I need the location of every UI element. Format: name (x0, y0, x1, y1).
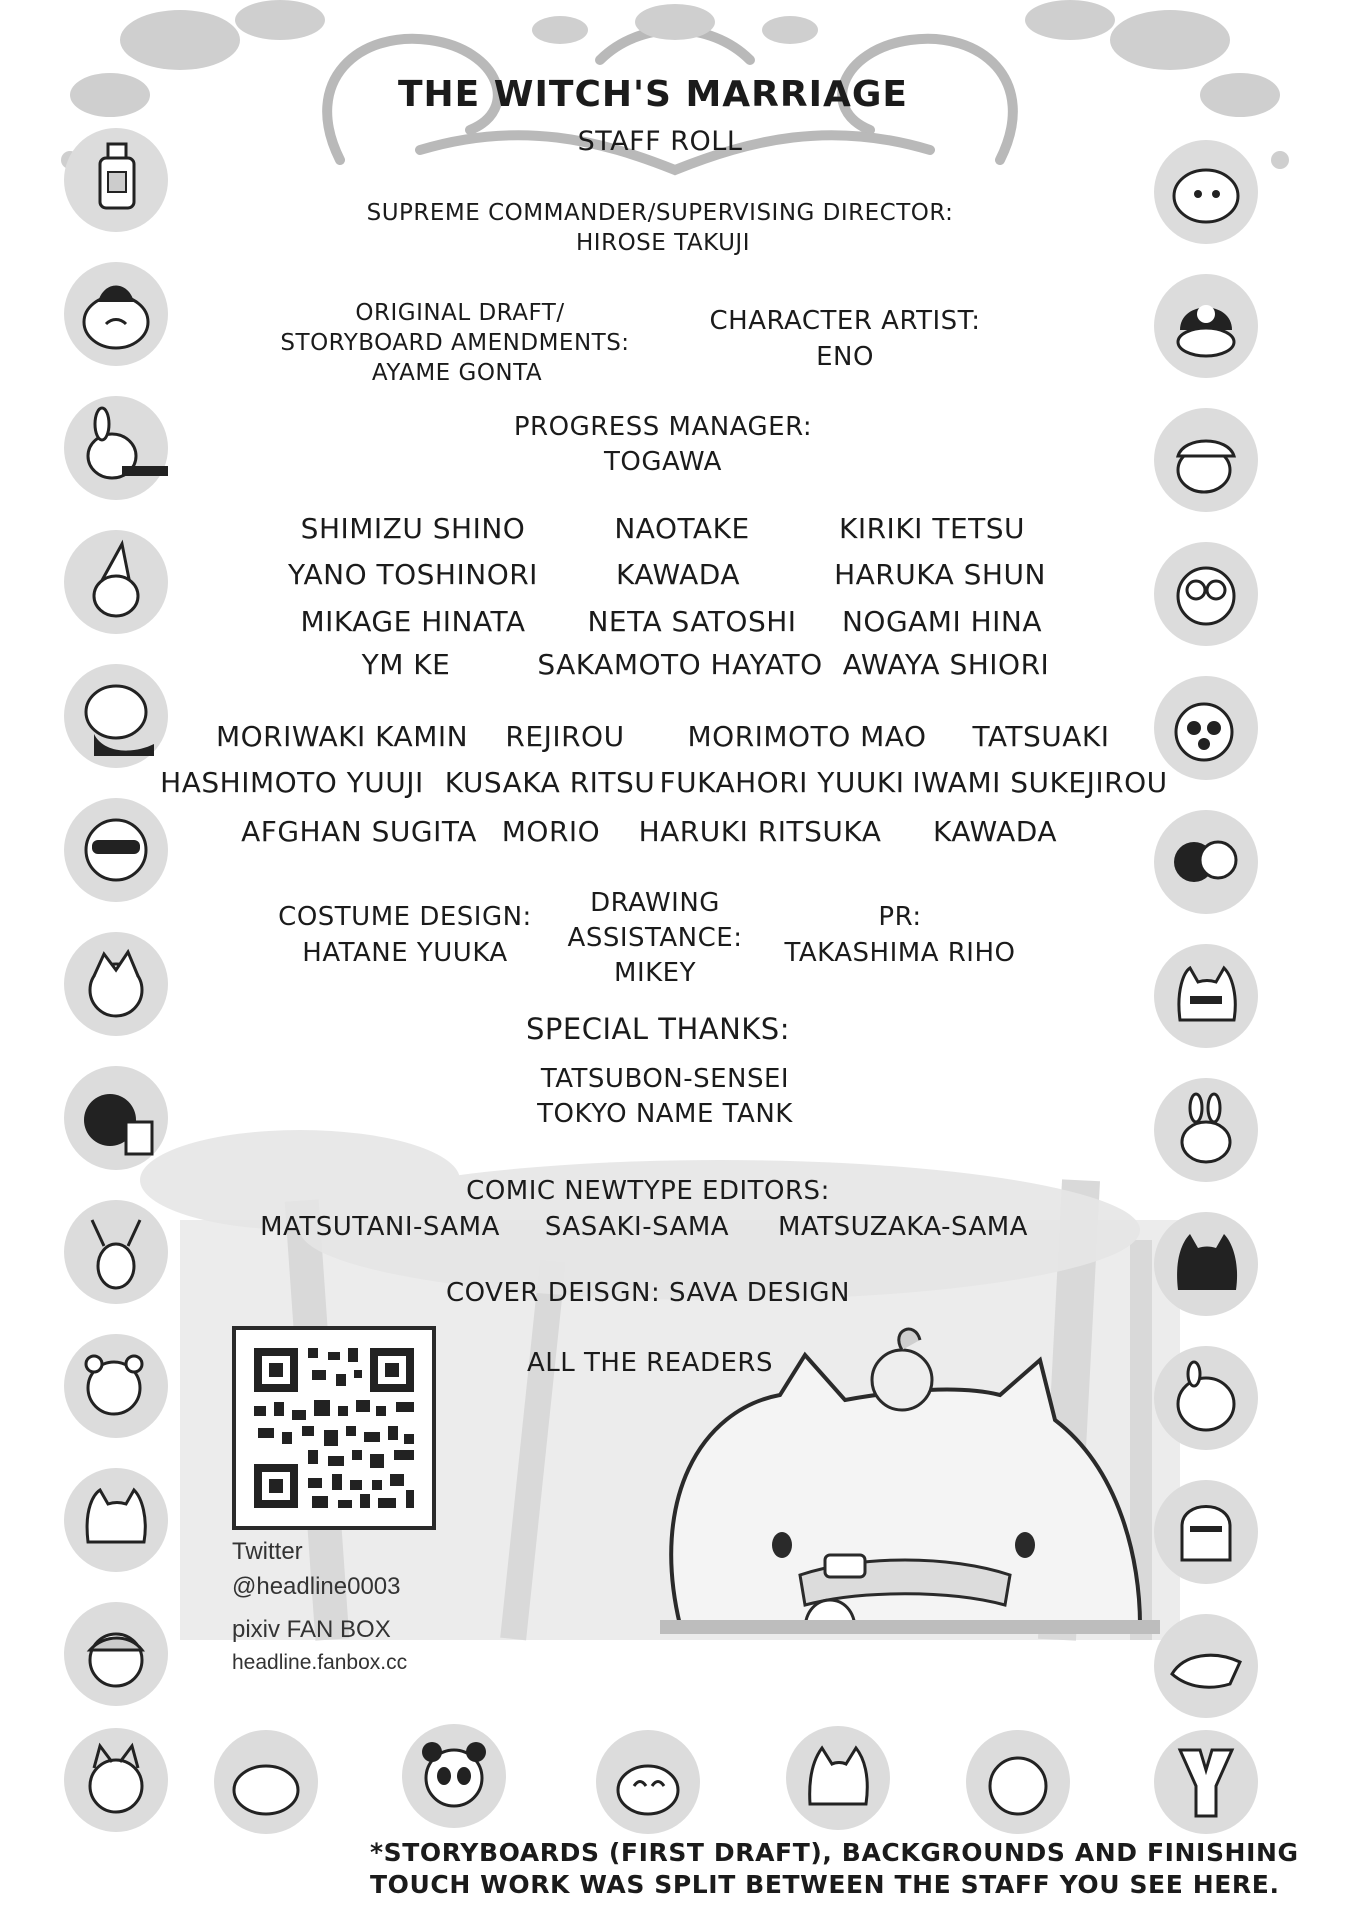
character-icon-mochi (214, 1730, 318, 1834)
staff-name: REJIROU (505, 720, 625, 753)
staff-name: AWAYA SHIORI (842, 648, 1050, 681)
character-icon-knight-helmet (1154, 1480, 1258, 1584)
staff-name: SHIMIZU SHINO (300, 512, 526, 545)
staff-name: KUSAKA RITSU (444, 766, 656, 799)
character-icon-snail (1154, 810, 1258, 914)
staff-name: KAWADA (932, 815, 1058, 848)
special-thanks-name: TATSUBON-SENSEI (540, 1064, 790, 1094)
character-icon-ghost (1154, 140, 1258, 244)
character-icon-rabbit (64, 396, 168, 500)
character-icon-smiling-cat (596, 1730, 700, 1834)
character-icon-goggles (1154, 542, 1258, 646)
supervisor-role: SUPREME COMMANDER/SUPERVISING DIRECTOR: (366, 200, 954, 226)
fanbox-label: pixiv FAN BOX (232, 1616, 391, 1643)
staff-name: TATSUAKI (972, 720, 1110, 753)
character-icon-fox (786, 1726, 890, 1830)
qr-code[interactable] (232, 1326, 436, 1530)
staff-name: MIKAGE HINATA (300, 605, 526, 638)
cover-design-credit: COVER DEISGN: SAVA DESIGN (446, 1278, 850, 1308)
character-icon-sprout (64, 1200, 168, 1304)
twitter-label: Twitter (232, 1538, 303, 1565)
character-icon-chick (1154, 1346, 1258, 1450)
character-icon-round-face (966, 1730, 1070, 1834)
character-icon-witch (64, 530, 168, 634)
character-icon-cat (64, 1468, 168, 1572)
staff-name: YM KE (361, 648, 451, 681)
staff-name: IWAMI SUKEJIROU (912, 766, 1168, 799)
costume-name: HATANE YUUKA (302, 938, 508, 968)
staff-name: NAOTAKE (614, 512, 750, 545)
special-thanks-name: TOKYO NAME TANK (537, 1099, 793, 1129)
footnote-line-2: TOUCH WORK WAS SPLIT BETWEEN THE STAFF YOU SEE HERE. (370, 1870, 1280, 1899)
editor-name: MATSUZAKA-SAMA (778, 1212, 1028, 1242)
comic-title: THE WITCH'S MARRIAGE (397, 74, 909, 115)
character-icon-dragon (1154, 1614, 1258, 1718)
twitter-handle[interactable]: @headline0003 (232, 1573, 401, 1600)
character-icon-old-man (64, 664, 168, 768)
staff-name: MORIO (501, 815, 601, 848)
staff-name: YANO TOSHINORI (288, 558, 538, 591)
character-icon-panda (402, 1724, 506, 1828)
staff-name: KIRIKI TETSU (838, 512, 1026, 545)
special-thanks-heading: SPECIAL THANKS: (526, 1012, 790, 1046)
staff-name: HASHIMOTO YUUJI (160, 766, 424, 799)
character-icon-spiky-hair (64, 932, 168, 1036)
staff-name: HARUKA SHUN (834, 558, 1046, 591)
character-icon-apple-card (64, 1066, 168, 1170)
staff-name: SAKAMOTO HAYATO (537, 648, 823, 681)
character-icon-cat-glasses (1154, 944, 1258, 1048)
staff-name: HARUKI RITSUKA (638, 815, 882, 848)
costume-role: COSTUME DESIGN: (278, 902, 532, 932)
staff-roll-heading: STAFF ROLL (577, 126, 743, 157)
drawing-assistance-name: MIKEY (614, 958, 696, 988)
character-icon-bear (64, 1334, 168, 1438)
readers-credit: ALL THE READERS (527, 1348, 773, 1378)
editor-name: SASAKI-SAMA (544, 1212, 730, 1242)
character-icon-bottle (64, 128, 168, 232)
qr-code-graphic (236, 1330, 432, 1526)
staff-name: FUKAHORI YUUKI (659, 766, 905, 799)
staff-name: KAWADA (615, 558, 741, 591)
editor-name: MATSUTANI-SAMA (260, 1212, 500, 1242)
character-icon-bunny-visor (1154, 1078, 1258, 1182)
pr-name: TAKASHIMA RIHO (784, 938, 1016, 968)
staff-name: NOGAMI HINA (841, 605, 1043, 638)
character-icon-sunglasses (64, 798, 168, 902)
staff-name: MORIMOTO MAO (687, 720, 927, 753)
character-icon-cap (1154, 274, 1258, 378)
pr-role: PR: (878, 902, 922, 932)
progress-manager-name: TOGAWA (604, 447, 722, 477)
staff-name: NETA SATOSHI (587, 605, 797, 638)
original-draft-role-1: ORIGINAL DRAFT/ (355, 300, 565, 326)
drawing-assistance-role-2: ASSISTANCE: (567, 923, 743, 953)
character-icon-beret (1154, 408, 1258, 512)
original-draft-role-2: STORYBOARD AMENDMENTS: (280, 330, 630, 356)
character-icon-black-cat (1154, 1212, 1258, 1316)
character-icon-ladybug (1154, 676, 1258, 780)
progress-manager-role: PROGRESS MANAGER: (513, 412, 813, 442)
original-draft-name: AYAME GONTA (371, 360, 543, 386)
character-icon-bandana (64, 1602, 168, 1706)
staff-name: MORIWAKI KAMIN (215, 720, 469, 753)
editors-heading: COMIC NEWTYPE EDITORS: (466, 1176, 830, 1206)
character-icon-fox-girl (64, 1728, 168, 1832)
staff-name: AFGHAN SUGITA (241, 815, 477, 848)
footnote-line-1: *STORYBOARDS (FIRST DRAFT), BACKGROUNDS AND FINISHING (370, 1838, 1299, 1867)
drawing-assistance-role-1: DRAWING (590, 888, 720, 918)
character-icon-blob-hat (64, 262, 168, 366)
character-icon-letter-y (1154, 1730, 1258, 1834)
fanbox-url[interactable]: headline.fanbox.cc (232, 1651, 408, 1674)
supervisor-name: HIROSE TAKUJI (576, 230, 750, 256)
character-artist-name: ENO (816, 342, 874, 372)
character-artist-role: CHARACTER ARTIST: (709, 306, 981, 336)
